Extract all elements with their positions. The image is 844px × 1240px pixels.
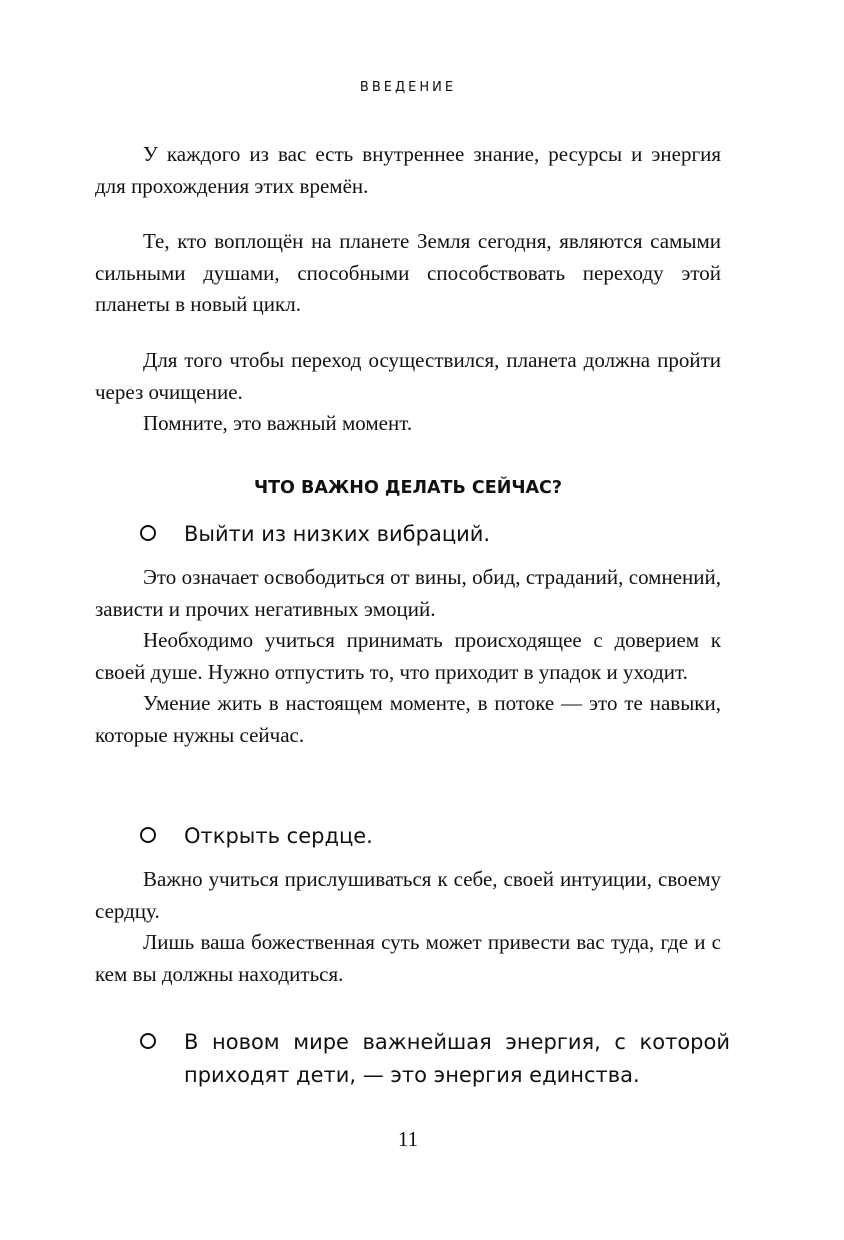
intro-block-1 [95,139,721,202]
paragraph: Те, кто воплощён на планете Земля сегодня, являются самыми сильными душами, способными способствовать переходу этой планеты в новый цикл. [95,229,721,316]
list-item-title: В новом мире важнейшая энергия, с которой приходят дети, — это энергия единства. [184,1030,730,1087]
item-1-body [95,562,721,751]
list-item [140,518,730,551]
intro-block-3 [95,345,721,440]
paragraph: Лишь ваша божественная суть может привести вас туда, где и с кем вы должны находиться. [95,930,721,986]
paragraph: Умение жить в настоящем моменте, в потоке — это те навыки, которые нужны сейчас. [95,691,721,747]
paragraph: Помните, это важный момент. [143,411,413,435]
circle-bullet-icon [140,1033,156,1049]
paragraph: Это означает освободиться от вины, обид, страданий, сомнений, зависти и прочих негативных эмоций. [95,565,721,621]
list-item [140,1026,730,1092]
page-number: 11 [397,1127,419,1151]
circle-bullet-icon [140,827,156,843]
list-item-title: Открыть сердце. [184,824,373,848]
running-head: ВВЕДЕНИЕ [359,80,457,95]
item-2-body [95,864,721,990]
circle-bullet-icon [140,525,156,541]
section-heading: ЧТО ВАЖНО ДЕЛАТЬ СЕЙЧАС? [253,478,563,498]
list-item [140,820,730,853]
paragraph: Для того чтобы переход осуществился, планета должна пройти через очищение. [95,348,721,404]
intro-block-2 [95,226,721,321]
list-item-title: Выйти из низких вибраций. [184,522,491,546]
paragraph: Важно учиться прислушиваться к себе, своей интуиции, своему сердцу. [95,867,721,923]
paragraph: У каждого из вас есть внутреннее знание, ресурсы и энергия для прохождения этих времён. [95,142,721,198]
paragraph: Необходимо учиться принимать происходящее с доверием к своей душе. Нужно отпустить то, что приходит в упадок и уходит. [95,628,721,684]
